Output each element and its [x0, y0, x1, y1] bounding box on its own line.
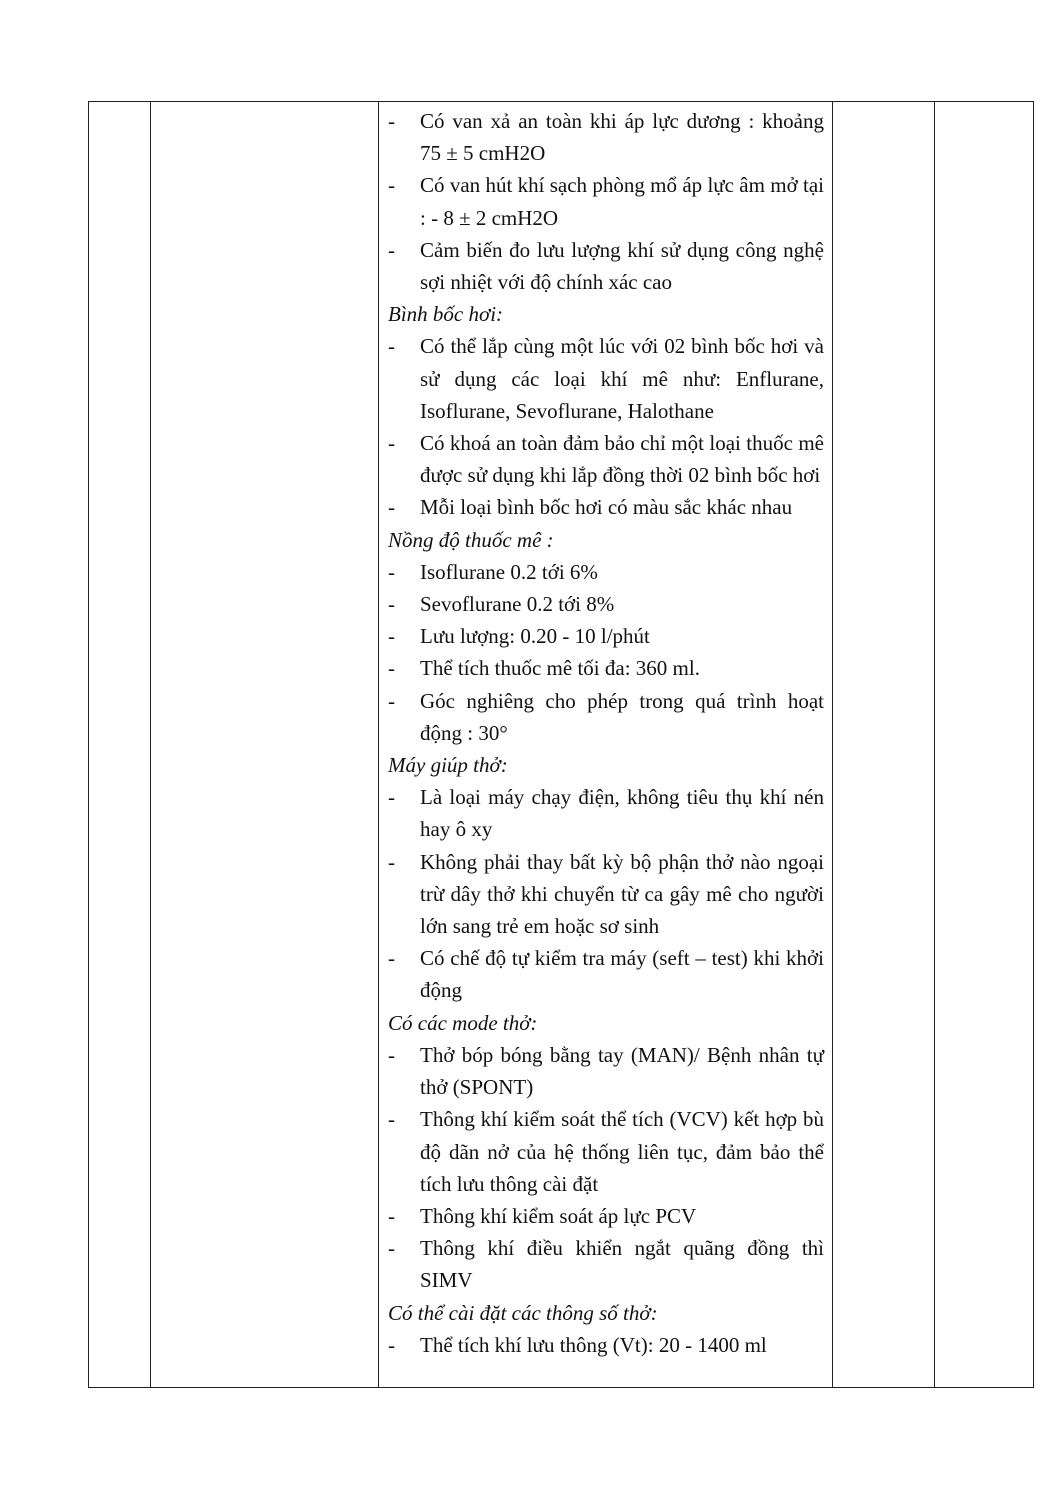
spec-bullet-item: [388, 556, 824, 588]
column-divider-4: [934, 102, 935, 1387]
bullet-dash: -: [388, 173, 395, 198]
spec-bullet-item: [388, 1103, 824, 1200]
bullet-dash: -: [388, 495, 395, 520]
bullet-text: Lưu lượng: 0.20 - 10 l/phút: [420, 624, 650, 649]
bullet-dash: -: [388, 109, 395, 133]
bullet-dash: -: [388, 334, 395, 359]
spec-bullet-item: [388, 491, 824, 523]
spec-bullet-item: [388, 105, 824, 169]
bullet-text: Góc nghiêng cho phép trong quá trình hoạt động : 30°: [420, 688, 824, 745]
bullet-text: Có khoá an toàn đảm bảo chỉ một loại thuốc mê được sử dụng khi lắp đồng thời 02 bình bốc hơi: [420, 431, 824, 488]
bullet-dash: -: [388, 1332, 395, 1357]
bullet-text: Không phải thay bất kỳ bộ phận thở nào ngoại trừ dây thở khi chuyển từ ca gây mê cho người lớn sang trẻ em hoặc sơ sinh: [420, 849, 824, 939]
bullet-text: Thể tích thuốc mê tối đa: 360 ml.: [420, 656, 700, 681]
spec-bullet-item: [388, 588, 824, 620]
bullet-text: Sevoflurane 0.2 tới 8%: [420, 592, 615, 617]
section-heading: Máy giúp thở:: [388, 753, 508, 778]
spec-table: [88, 101, 1034, 1388]
spec-bullet-item: [388, 1329, 824, 1361]
column-divider-1: [150, 102, 151, 1387]
bullet-dash: -: [388, 559, 395, 584]
bullet-dash: -: [388, 592, 395, 617]
spec-bullet-item: [388, 620, 824, 652]
bullet-dash: -: [388, 1042, 395, 1067]
bullet-dash: -: [388, 785, 395, 810]
bullet-text: Có chế độ tự kiểm tra máy (seft – test) khi khởi động: [420, 946, 824, 1003]
bullet-dash: -: [388, 1236, 395, 1261]
bullet-dash: -: [388, 688, 395, 713]
bullet-text: Có van hút khí sạch phòng mổ áp lực âm mở tại : - 8 ± 2 cmH2O: [420, 173, 824, 230]
spec-bullet-item: [388, 685, 824, 749]
section-heading: Có thể cài đặt các thông số thở:: [388, 1300, 658, 1325]
bullet-text: Mỗi loại bình bốc hơi có màu sắc khác nhau: [420, 495, 793, 520]
spec-bullet-item: [388, 427, 824, 491]
bullet-text: Có thể lắp cùng một lúc với 02 bình bốc hơi và sử dụng các loại khí mê như: Enflurane, Isoflurane, Sevoflurane, Halothane: [420, 334, 824, 423]
bullet-text: Thể tích khí lưu thông (Vt): 20 - 1400 ml: [420, 1332, 767, 1357]
section-heading: Nồng độ thuốc mê :: [388, 527, 554, 552]
bullet-dash: -: [388, 431, 395, 456]
bullet-dash: -: [388, 237, 395, 262]
bullet-dash: -: [388, 946, 395, 971]
spec-bullet-item: [388, 234, 824, 298]
bullet-text: Là loại máy chạy điện, không tiêu thụ khí nén hay ô xy: [420, 785, 824, 842]
bullet-text: Có van xả an toàn khi áp lực dương : khoảng 75 ± 5 cmH2O: [420, 109, 824, 166]
spec-bullet-item: [388, 652, 824, 684]
bullet-dash: -: [388, 656, 395, 681]
spec-bullet-item: [388, 1200, 824, 1232]
bullet-text: Cảm biến đo lưu lượng khí sử dụng công nghệ sợi nhiệt với độ chính xác cao: [420, 237, 824, 295]
spec-bullet-item: [388, 846, 824, 943]
spec-bullet-item: [388, 169, 824, 233]
spec-bullet-item: [388, 330, 824, 427]
section-heading: Có các mode thở:: [388, 1010, 538, 1035]
bullet-text: Thông khí kiểm soát thể tích (VCV) kết hợp bù độ dãn nở của hệ thống liên tục, đảm bảo thể tích lưu thông cài đặt: [420, 1107, 824, 1196]
column-divider-3: [832, 102, 833, 1387]
spec-bullet-item: [388, 781, 824, 845]
section-heading: Bình bốc hơi:: [388, 302, 504, 327]
bullet-dash: -: [388, 624, 395, 649]
bullet-dash: -: [388, 1203, 395, 1228]
bullet-text: Thở bóp bóng bằng tay (MAN)/ Bệnh nhân tự thở (SPONT): [420, 1042, 824, 1100]
bullet-dash: -: [388, 1107, 395, 1132]
spec-bullet-item: [388, 1039, 824, 1103]
bullet-text: Thông khí điều khiển ngắt quãng đồng thì SIMV: [420, 1236, 824, 1293]
spec-bullet-item: [388, 1232, 824, 1296]
bullet-dash: -: [388, 849, 395, 874]
bullet-text: Thông khí kiểm soát áp lực PCV: [420, 1203, 697, 1228]
column-divider-2: [378, 102, 379, 1387]
spec-bullet-item: [388, 942, 824, 1006]
spec-description-cell: [388, 105, 824, 1361]
bullet-text: Isoflurane 0.2 tới 6%: [420, 559, 598, 584]
